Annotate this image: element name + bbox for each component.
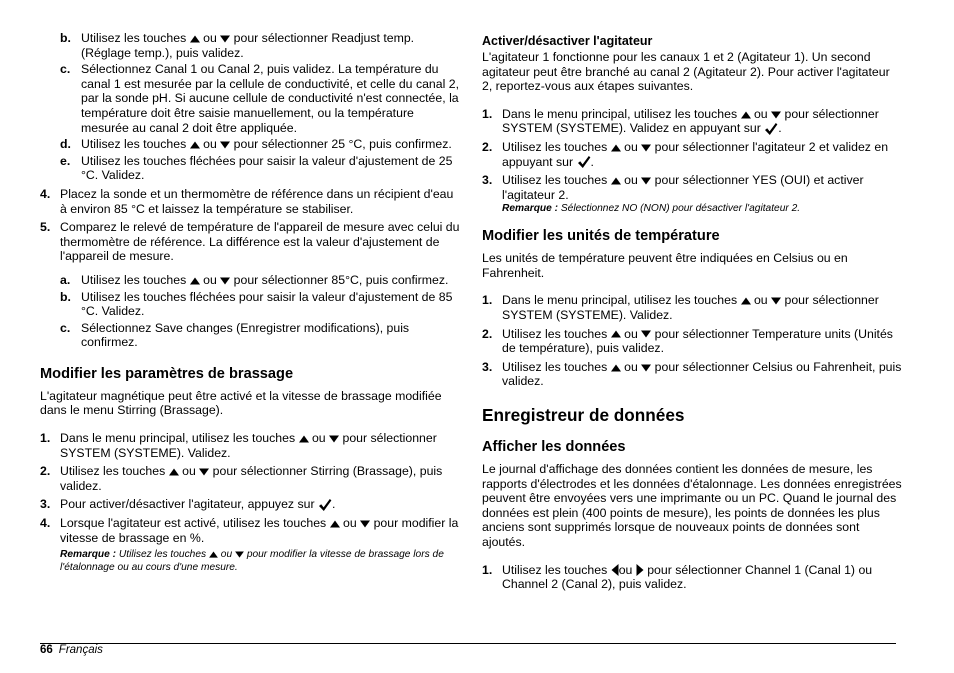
list-item: 1. Dans le menu principal, utilisez les touches ou pour sélectionner SYSTEM (SYSTEME). Validez en appuyant sur . <box>482 106 879 136</box>
section-intro: L'agitateur 1 fonctionne pour les canaux 1 et 2 (Agitateur 1). Un second agitateur peut être branché au canal 2 (Agitateur 2). Pour activer l'agitateur 2, reportez-vous aux étapes suivantes. <box>482 50 890 94</box>
section-heading: Modifier les paramètres de brassage <box>40 365 294 382</box>
list-item: 3. Utilisez les touches ou pour sélectionner YES (OUI) et activer l'agitateur 2. <box>482 173 864 203</box>
right-column <box>482 31 902 592</box>
list-item: 2. Utilisez les touches ou pour sélectionner Stirring (Brassage), puis validez. <box>40 464 443 493</box>
checkmark-icon <box>764 122 778 136</box>
step-label: 2. <box>482 326 493 341</box>
step-label: 4. <box>40 516 51 531</box>
triangle-down-icon <box>199 468 209 476</box>
step-label: 2. <box>40 464 51 479</box>
step-label: d. <box>60 137 71 152</box>
step-label: 2. <box>482 140 493 155</box>
triangle-up-icon <box>611 364 621 372</box>
list-item: 3. Pour activer/désactiver l'agitateur, appuyez sur . <box>40 497 336 512</box>
list-item: 3. Utilisez les touches ou pour sélectionner Celsius ou Fahrenheit, puis validez. <box>482 359 902 389</box>
list-item: b. Utilisez les touches fléchées pour saisir la valeur d'ajustement de 85 °C. Validez. <box>60 289 453 319</box>
page-footer <box>40 643 103 657</box>
step-label: c. <box>60 62 71 77</box>
list-item: b. Utilisez les touches ou pour sélectionner Readjust temp. (Réglage temp.), puis validez. <box>60 31 415 60</box>
section-intro: L'agitateur magnétique peut être activé et la vitesse de brassage modifiée dans le menu Stirring (Brassage). <box>40 388 442 418</box>
step-label: 1. <box>482 562 493 577</box>
triangle-up-icon <box>611 177 621 185</box>
section-intro: Le journal d'affichage des données contient les données de mesure, les rapports d'électrodes et les données d'étalonnage. Les données enregistrées peuvent être envoyées vers une imprimante ou un PC. Quand le journal des données est plein (400 points de mesure), les points de données les plus anciens sont supprimés lorsque de nouveaux points de données sont ajoutés. <box>482 462 902 549</box>
triangle-right-icon <box>636 564 644 576</box>
triangle-down-icon <box>360 520 370 528</box>
triangle-up-icon <box>190 277 200 285</box>
step-label: 1. <box>482 293 493 308</box>
note-label: Remarque : <box>60 549 117 561</box>
footer-divider <box>40 643 896 644</box>
triangle-down-icon <box>220 35 230 43</box>
triangle-up-icon <box>169 468 179 476</box>
list-item: 1. Utilisez les touches ou pour sélectionner Channel 1 (Canal 1) ou Channel 2 (Canal 2), puis validez. <box>482 562 873 592</box>
triangle-down-icon <box>220 277 230 285</box>
step-label: 4. <box>40 186 51 201</box>
checkmark-icon <box>318 498 332 512</box>
step-label: a. <box>60 272 71 287</box>
list-item: 2. Utilisez les touches ou pour sélectionner Temperature units (Unités de température), puis validez. <box>482 326 893 356</box>
note: Remarque : Sélectionnez NO (NON) pour désactiver l'agitateur 2. <box>502 202 801 214</box>
section-heading: Modifier les unités de température <box>482 228 720 245</box>
step-label: 5. <box>40 220 51 235</box>
list-item: a. Utilisez les touches ou pour sélectionner 85°C, puis confirmez. <box>60 272 449 287</box>
triangle-down-icon <box>235 551 244 558</box>
page-number: 66 <box>40 644 53 656</box>
list-item: 1. Dans le menu principal, utilisez les touches ou pour sélectionner SYSTEM (SYSTEME). Validez. <box>482 293 879 323</box>
triangle-down-icon <box>771 297 781 305</box>
triangle-down-icon <box>329 435 339 443</box>
list-item: e. Utilisez les touches fléchées pour saisir la valeur d'ajustement de 25 °C. Validez. <box>60 153 453 183</box>
step-label: b. <box>60 31 71 45</box>
triangle-down-icon <box>641 364 651 372</box>
checkmark-icon <box>577 155 591 169</box>
triangle-up-icon <box>330 520 340 528</box>
step-label: b. <box>60 289 71 304</box>
chapter-heading: Enregistreur de données <box>482 405 685 425</box>
note-label: Remarque : <box>502 202 559 214</box>
list-item: c. Sélectionnez Canal 1 ou Canal 2, puis validez. La température du canal 1 est mesurée par la cellule de conductivité, et celle du canal 2, par la sonde pH. Si aucune cellule de conductivité n'est connectée, la température doit être saisie manuellement, ou la température mesurée au canal 2 doit être appliquée. <box>60 62 460 135</box>
triangle-left-icon <box>611 564 619 576</box>
step-label: 3. <box>482 173 493 188</box>
triangle-down-icon <box>641 177 651 185</box>
triangle-up-icon <box>190 35 200 43</box>
step-label: 1. <box>40 431 51 446</box>
triangle-up-icon <box>299 435 309 443</box>
list-item: c. Sélectionnez Save changes (Enregistrer modifications), puis confirmez. <box>60 320 410 350</box>
section-heading: Afficher les données <box>482 439 626 455</box>
triangle-down-icon <box>220 141 230 149</box>
triangle-down-icon <box>641 330 651 338</box>
subsection-heading: Activer/désactiver l'agitateur <box>482 34 653 48</box>
step-label: c. <box>60 320 71 335</box>
triangle-up-icon <box>741 297 751 305</box>
triangle-down-icon <box>641 144 651 152</box>
triangle-up-icon <box>209 551 218 558</box>
list-item: 4. Placez la sonde et un thermomètre de référence dans un récipient d'eau à environ 85 °C et laissez la température se stabiliser. <box>40 186 454 216</box>
step-label: 1. <box>482 106 493 121</box>
triangle-up-icon <box>741 111 751 119</box>
left-column <box>40 31 460 575</box>
list-item: d. Utilisez les touches ou pour sélectionner 25 °C, puis confirmez. <box>60 137 452 152</box>
triangle-up-icon <box>611 144 621 152</box>
note: Remarque : Utilisez les touches ou pour modifier la vitesse de brassage lors de l'étalonnage ou au cours d'une mesure. <box>60 549 444 573</box>
step-label: 3. <box>482 359 493 374</box>
triangle-down-icon <box>771 111 781 119</box>
triangle-up-icon <box>190 141 200 149</box>
list-item: 1. Dans le menu principal, utilisez les touches ou pour sélectionner SYSTEM (SYSTEME). Validez. <box>40 431 437 460</box>
list-item: 4. Lorsque l'agitateur est activé, utilisez les touches ou pour modifier la vitesse de brassage en %. <box>40 516 459 545</box>
step-label: 3. <box>40 497 51 512</box>
step-label: e. <box>60 153 71 168</box>
triangle-up-icon <box>611 330 621 338</box>
section-intro: Les unités de température peuvent être indiquées en Celsius ou en Fahrenheit. <box>482 251 848 280</box>
list-item: 5. Comparez le relevé de température de l'appareil de mesure avec celui du thermomètre de référence. La différence est la valeur d'ajustement de l'appareil de mesure. <box>40 220 460 264</box>
list-item: 2. Utilisez les touches ou pour sélectionner l'agitateur 2 et validez en appuyant sur . <box>482 140 889 169</box>
footer-language: Français <box>58 644 103 656</box>
